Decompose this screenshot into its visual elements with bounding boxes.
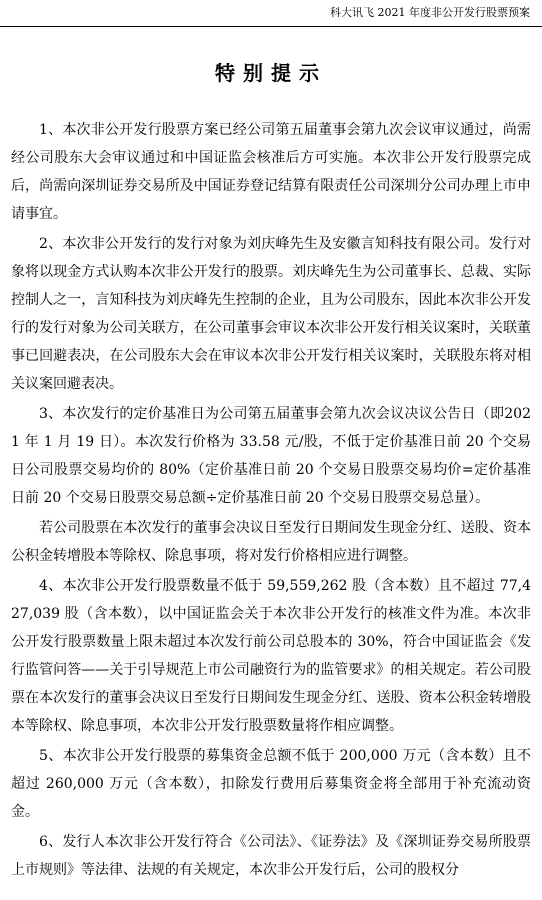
- paragraph-1: 1、本次非公开发行股票方案已经公司第五届董事会第九次会议审议通过，尚需经公司股东大会审议通过和中国证监会核准后方可实施。本次非公开发行股票完成后，尚需向深圳证券交易所及中国证券登记结算有限责任公司深圳分公司办理上市申请事宜。: [11, 122, 531, 222]
- paragraph-6: 6、发行人本次非公开发行符合《公司法》、《证券法》及《深圳证券交易所股票上市规则》等法律、法规的有关规定，本次非公开发行后，公司的股权分: [11, 834, 531, 878]
- page-title: 特别提示: [215, 61, 327, 85]
- header-document-title: 科大讯飞 2021 年度非公开发行股票预案: [330, 6, 530, 19]
- page-header: [0, 0, 542, 27]
- paragraph-2: 2、本次非公开发行的发行对象为刘庆峰先生及安徽言知科技有限公司。发行对象将以现金方式认购本次非公开发行的股票。刘庆峰先生为公司董事长、总裁、实际控制人之一，言知科技为刘庆峰先生控制的企业，且为公司股东，因此本次非公开发行的发行对象为公司关联方，在公司董事会审议本次非公开发行相关议案时，关联董事已回避表决，在公司股东大会在审议本次非公开发行相关议案时，关联股东将对相关议案回避表决。: [11, 236, 531, 392]
- document-body: [11, 116, 531, 886]
- paragraph-3: 3、本次发行的定价基准日为公司第五届董事会第九次会议决议公告日（即2021 年 1 月 19 日）。本次发行价格为 33.58 元/股，不低于定价基准日前 20 个交易日公司股票交易均价的 80%（定价基准日前 20 个交易日股票交易均价=定价基准日前 20 个交易日股票交易总额÷定价基准日前 20 个交易日股票交易总量）。: [11, 406, 531, 506]
- paragraph-4: 4、本次非公开发行股票数量不低于 59,559,262 股（含本数）且不超过 77,427,039 股（含本数），以中国证监会关于本次非公开发行的核准文件为准。本次非公开发行股票数量上限未超过本次发行前公司总股本的 30%，符合中国证监会《发行监管问答——关于引导规范上市公司融资行为的监管要求》的相关规定。若公司股票在本次发行的董事会决议日至发行日期间发生现金分红、送股、资本公积金转增股本等除权、除息事项，本次非公开发行股票数量将作相应调整。: [11, 578, 531, 734]
- paragraph-5: 5、本次非公开发行股票的募集资金总额不低于 200,000 万元（含本数）且不超过 260,000 万元（含本数），扣除发行费用后募集资金将全部用于补充流动资金。: [11, 748, 531, 820]
- paragraph-3-note: 若公司股票在本次发行的董事会决议日至发行日期间发生现金分红、送股、资本公积金转增股本等除权、除息事项，将对发行价格相应进行调整。: [11, 520, 531, 564]
